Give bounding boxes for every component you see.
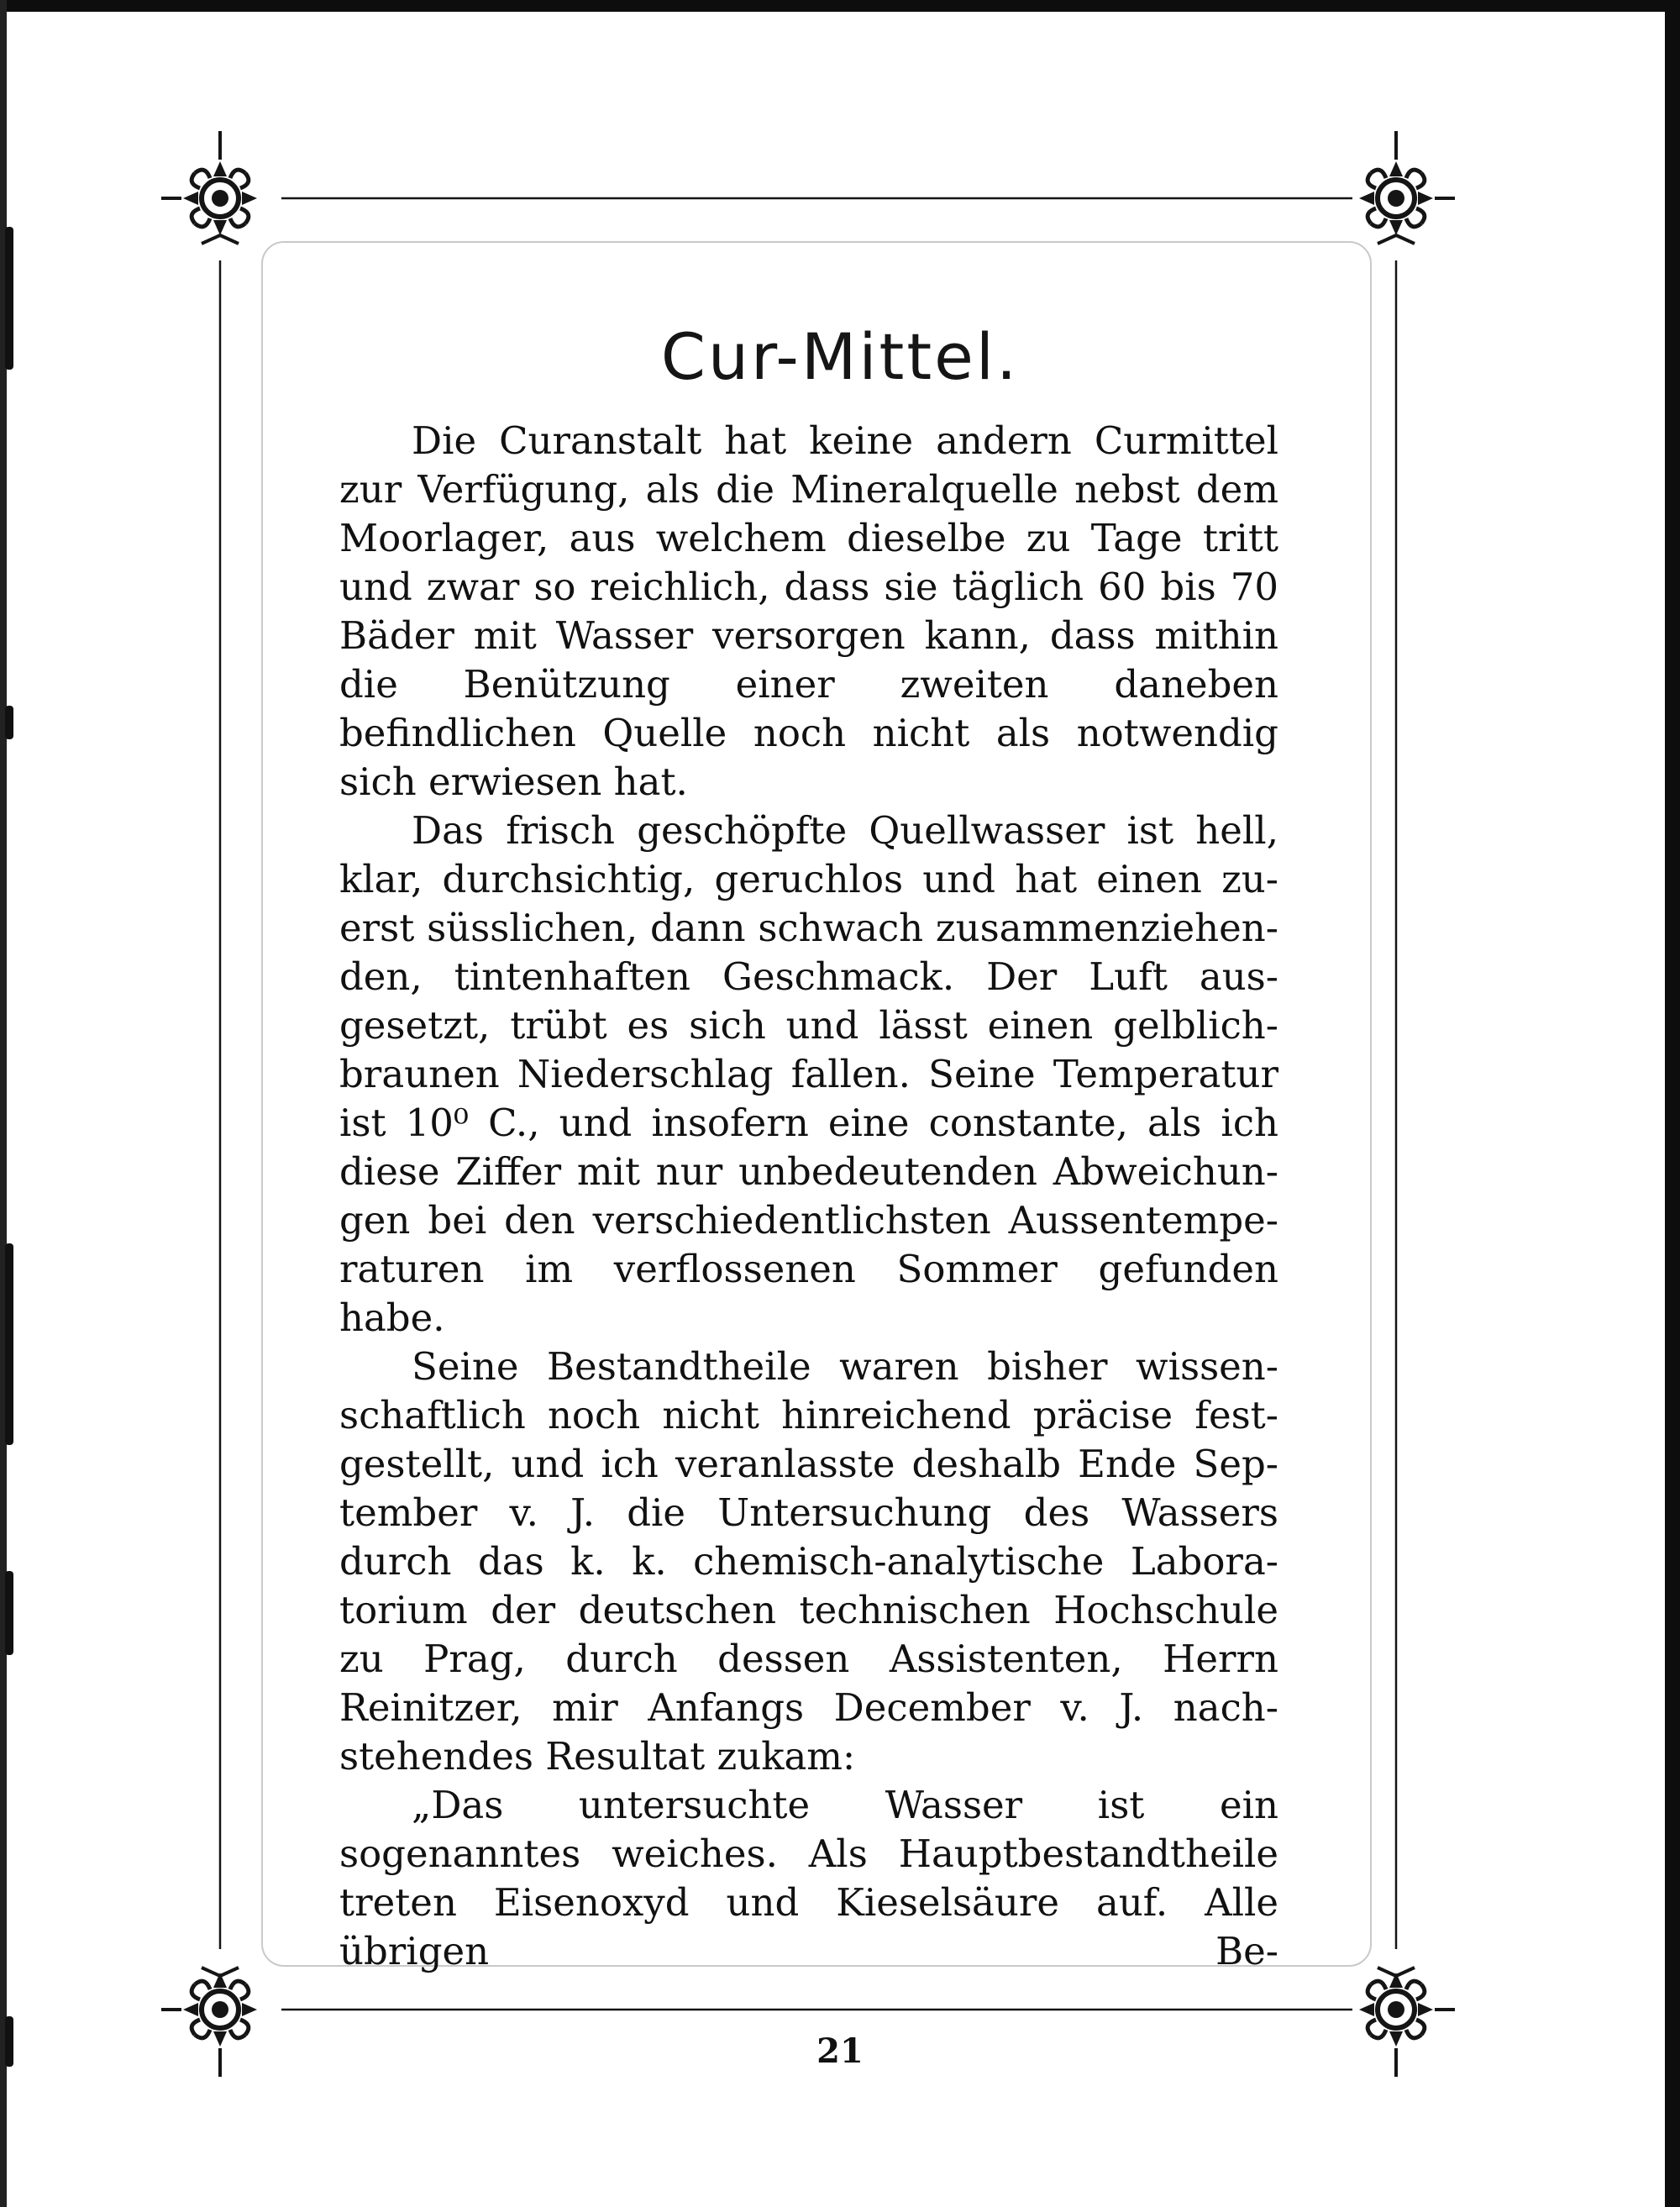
paragraph: Seine Bestandtheile waren bisher wissenschaftlich noch nicht hinreichend präcise festgestellt, und ich veranlasste deshalb Ende September v. J. die Untersuchung des Wassers durch das k. k. chemisch-analytische Laboratorium der deutschen technischen Hochschule zu Prag, durch dessen Assistenten, Herrn Reinitzer, mir Anfangs December v. J. nachstehendes Resultat zukam: [339,1344,1278,1779]
paragraph: Das frisch geschöpfte Quellwasser ist hell, klar, durchsichtig, geruchlos und hat einen zuerst süsslichen, dann schwach zusammenziehenden, tintenhaften Geschmack. Der Luft ausgesetzt, trübt es sich und lässt einen gelblichbraunen Niederschlag fallen. Seine Temperatur ist 10⁰ C., und insofern eine constante, als ich diese Ziffer mit nur unbedeutenden Abweichungen bei den verschiedentlichsten Aussentemperaturen im verflossenen Sommer gefunden habe. [339,808,1278,1340]
page-title: Cur-Mittel. [660,319,1020,394]
corner-rosette-icon [161,131,257,235]
paragraph: Die Curanstalt hat keine andern Curmittel zur Verfügung, als die Mineralquelle nebst dem Moorlager, aus welchem dieselbe zu Tage tritt und zwar so reichlich, dass sie täglich 60 bis 70 Bäder mit Wasser versorgen kann, dass mithin die Benützung einer zweiten daneben befindlichen Quelle noch nicht als notwendig sich erwiesen hat. [339,418,1278,804]
corner-rosette-icon [1359,131,1455,235]
page-number: 21 [816,2031,864,2071]
body-text [339,417,1278,1976]
paragraph: „Das untersuchte Wasser ist ein sogenanntes weiches. Als Hauptbestandtheile treten Eisenoxyd und Kieselsäure auf. Alle übrigen Be- [339,1783,1278,1973]
